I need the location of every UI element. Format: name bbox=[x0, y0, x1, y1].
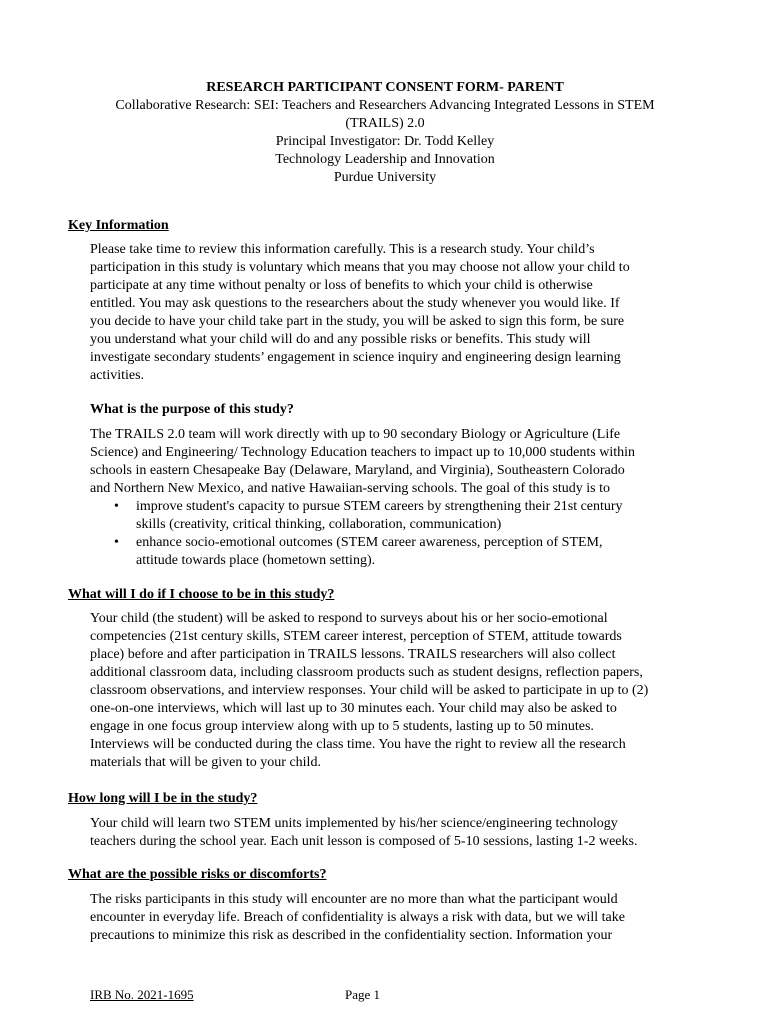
purpose-heading: What is the purpose of this study? bbox=[90, 402, 294, 417]
duration-text bbox=[90, 815, 690, 851]
text-line: The risks participants in this study will encounter are no more than what the participant would bbox=[90, 892, 618, 907]
text-line: The TRAILS 2.0 team will work directly with up to 90 secondary Biology or Agriculture (Life bbox=[90, 427, 621, 442]
purpose-goals-list bbox=[90, 498, 690, 570]
key-information-heading: Key Information bbox=[68, 218, 169, 233]
page-number: Page 1 bbox=[345, 987, 381, 1002]
text-line: Please take time to review this information carefully. This is a research study. Your child’s bbox=[90, 242, 595, 257]
text-line: precautions to minimize this risk as described in the confidentiality section. Information your bbox=[90, 928, 613, 943]
key-information-text bbox=[90, 241, 690, 385]
text-line: place) before and after participation in TRAILS lessons. TRAILS researchers will also collect bbox=[90, 647, 616, 662]
text-line: one-on-one interviews, which will last up to 30 minutes each. Your child may also be asked to bbox=[90, 701, 617, 716]
purpose-text bbox=[90, 426, 690, 498]
text-line: teachers during the school year. Each unit lesson is composed of 5-10 sessions, lasting 1-2 weeks. bbox=[90, 834, 638, 849]
text-line: schools in eastern Chesapeake Bay (Delaware, Maryland, and Virginia), Southeastern Colorado bbox=[90, 463, 625, 478]
text-line: encounter in everyday life. Breach of confidentiality is always a risk with data, but we will take bbox=[90, 910, 625, 925]
text-line: participate at any time without penalty or loss of benefits to which your child is otherwise bbox=[90, 278, 593, 293]
text-line: improve student's capacity to pursue STEM careers by strengthening their 21st century bbox=[136, 499, 623, 514]
text-line: materials that will be given to your child. bbox=[90, 755, 321, 770]
text-line: engage in one focus group interview along with up to 5 students, lasting up to 50 minutes. bbox=[90, 719, 594, 734]
bullet-icon: • bbox=[114, 535, 119, 550]
text-line: Science) and Engineering/ Technology Education teachers to impact up to 10,000 students within bbox=[90, 445, 636, 460]
text-line: Your child will learn two STEM units implemented by his/her science/engineering technology bbox=[90, 816, 618, 831]
text-line: investigate secondary students’ engagement in science inquiry and engineering design learning bbox=[90, 350, 621, 365]
risks-text bbox=[90, 891, 690, 945]
duration-heading: How long will I be in the study? bbox=[68, 791, 258, 806]
university: Purdue University bbox=[333, 170, 437, 185]
text-line: entitled. You may ask questions to the researchers about the study whenever you would like. If bbox=[90, 296, 620, 311]
text-line: activities. bbox=[90, 368, 145, 383]
text-line: you understand what your child will do and any possible risks or benefits. This study will bbox=[90, 332, 591, 347]
text-line: enhance socio-emotional outcomes (STEM career awareness, perception of STEM, bbox=[136, 535, 603, 550]
text-line: skills (creativity, critical thinking, collaboration, communication) bbox=[136, 517, 502, 532]
text-line: Interviews will be conducted during the class time. You have the right to review all the research bbox=[90, 737, 626, 752]
project-title-line2: (TRAILS) 2.0 bbox=[345, 116, 425, 131]
text-line: classroom observations, and interview responses. Your child will be asked to participate in up to (2) bbox=[90, 683, 649, 698]
project-title-line1: Collaborative Research: SEI: Teachers and Researchers Advancing Integrated Lessons in STEM bbox=[115, 98, 655, 113]
text-line: you decide to have your child take part in the study, you will be asked to sign this form, be sure bbox=[90, 314, 625, 329]
risks-heading: What are the possible risks or discomforts? bbox=[68, 867, 327, 882]
text-line: additional classroom data, including classroom products such as student designs, reflection papers, bbox=[90, 665, 643, 680]
text-line: attitude towards place (hometown setting). bbox=[136, 553, 376, 568]
text-line: competencies (21st century skills, STEM career interest, perception of STEM, attitude towards bbox=[90, 629, 622, 644]
document-header bbox=[0, 79, 770, 187]
text-line: Your child (the student) will be asked to respond to surveys about his or her socio-emotional bbox=[90, 611, 608, 626]
department: Technology Leadership and Innovation bbox=[275, 152, 495, 167]
participation-heading: What will I do if I choose to be in this study? bbox=[68, 587, 335, 602]
text-line: participation in this study is voluntary which means that you may choose not allow your child to bbox=[90, 260, 630, 275]
text-line: and Northern New Mexico, and native Hawaiian-serving schools. The goal of this study is to bbox=[90, 481, 610, 496]
irb-number: IRB No. 2021-1695 bbox=[90, 987, 194, 1002]
principal-investigator: Principal Investigator: Dr. Todd Kelley bbox=[275, 134, 495, 149]
list-item bbox=[90, 498, 690, 534]
bullet-icon: • bbox=[114, 499, 119, 514]
document-title: RESEARCH PARTICIPANT CONSENT FORM- PARENT bbox=[206, 80, 564, 95]
participation-text bbox=[90, 610, 690, 772]
list-item bbox=[90, 534, 690, 570]
